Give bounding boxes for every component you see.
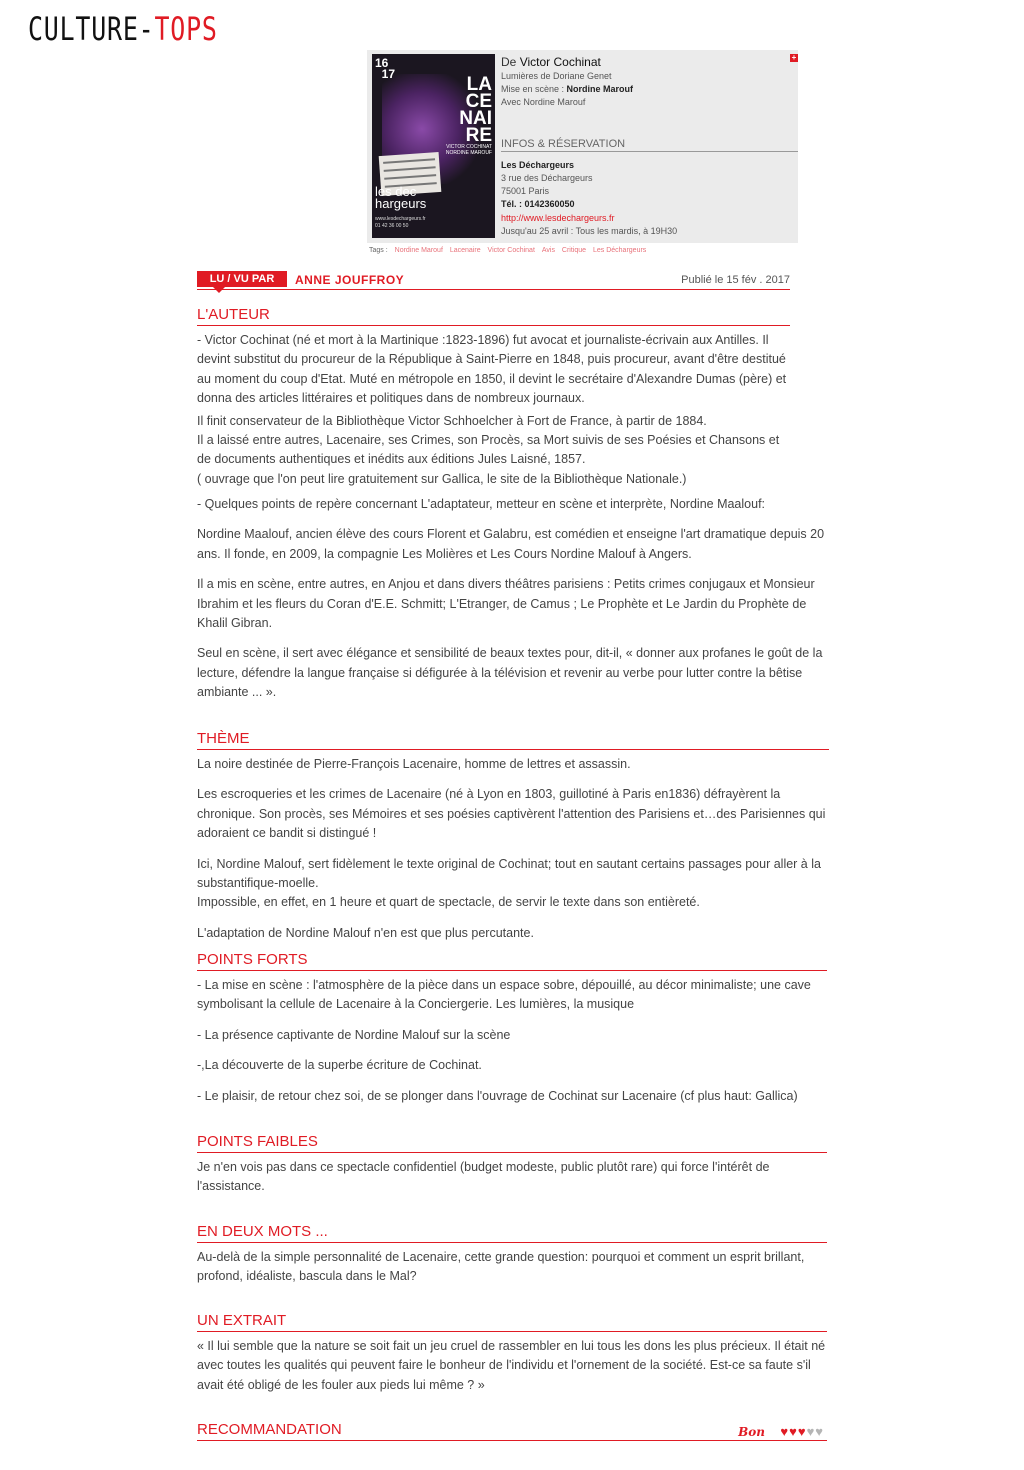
tag-link[interactable]: Critique bbox=[561, 247, 587, 254]
section-un-extrait bbox=[197, 1312, 827, 1395]
paragraph: La noire destinée de Pierre-François Lacenaire, homme de lettres et assassin. bbox=[197, 757, 631, 771]
paragraph: - La présence captivante de Nordine Malouf sur la scène bbox=[197, 1027, 511, 1042]
show-schedule: Jusqu'au 25 avril : Tous les mardis, à 19H30 bbox=[501, 226, 678, 236]
lights-line: Lumières de Doriane Genet bbox=[501, 71, 612, 81]
tag-link[interactable]: Lacenaire bbox=[449, 247, 481, 254]
paragraph: - Quelques points de repère concernant L'adaptateur, metteur en scène et interprète, Nordine Maalouf: bbox=[197, 497, 766, 511]
section-auteur bbox=[197, 306, 790, 489]
venue-name: Les Déchargeurs bbox=[501, 160, 575, 170]
rating-label: Bon bbox=[738, 1425, 765, 1439]
tag-link[interactable]: Nordine Marouf bbox=[394, 247, 443, 254]
staging-line: Mise en scène : Nordine Marouf bbox=[501, 84, 634, 94]
venue-website-link[interactable]: http://www.lesdechargeurs.fr bbox=[501, 213, 615, 223]
paragraph: Nordine Maalouf, ancien élève des cours Florent et Galabru, est comédien et enseigne l'art dramatique depuis 20 ans. Il fonde, en 2009, la compagnie Les Molières et Les Cours Nordine Malouf à Angers. bbox=[197, 527, 825, 561]
paragraph: ( ouvrage que l'on peut lire gratuitement sur Gallica, le site de la Bibliothèque Nationale.) bbox=[197, 471, 687, 486]
section-heading: UN EXTRAIT bbox=[197, 1312, 827, 1332]
poster-names: VICTOR COCHINAT NORDINE MAROUF bbox=[445, 144, 492, 156]
heart-empty-icon: ♥ bbox=[815, 1424, 823, 1439]
byline bbox=[197, 271, 790, 290]
paragraph: Je n'en vois pas dans ce spectacle confidentiel (budget modeste, public plutôt rare) qui force l'intérêt de l'assistance. bbox=[197, 1160, 770, 1194]
hearts-rating bbox=[779, 1423, 823, 1440]
poster-brand: les dec hargeurs bbox=[375, 184, 427, 211]
venue-city: 75001 Paris bbox=[501, 186, 550, 196]
show-poster-image[interactable] bbox=[372, 54, 495, 238]
section-heading: THÈME bbox=[197, 730, 829, 750]
tag-link[interactable]: Avis bbox=[541, 247, 555, 254]
infos-reservation-heading: INFOS & RÉSERVATION bbox=[501, 138, 798, 152]
poster-title: LA CE NAI RE bbox=[459, 74, 492, 146]
section-heading: POINTS FORTS bbox=[197, 951, 827, 971]
paragraph: Les escroqueries et les crimes de Lacenaire (né à Lyon en 1803, guillotiné à Paris en1836) défrayèrent la chronique. Son procès, ses Mémoires et ses poésies captivèrent l'attention des Parisiens et…des Parisiennes qui adoraient ce bandit si distingué ! bbox=[197, 787, 826, 841]
poster-date: 16 17 bbox=[375, 56, 396, 81]
heart-filled-icon: ♥ bbox=[780, 1424, 789, 1439]
venue-street: 3 rue des Déchargeurs bbox=[501, 173, 593, 183]
poster-url: www.lesdechargeurs.fr 01 42 36 00 50 bbox=[375, 216, 426, 229]
publish-date: Publié le 15 fév . 2017 bbox=[681, 274, 790, 286]
site-logo[interactable]: CULTURE-TOPS bbox=[28, 10, 218, 48]
paragraph: Il a laissé entre autres, Lacenaire, ses Crimes, son Procès, sa Mort suivis de ses Poésies et Chansons et de documents authentiques et inédits aux éditions Jules Laisné, 1857. bbox=[197, 433, 780, 467]
section-heading: RECOMMANDATION bbox=[197, 1421, 342, 1438]
heart-filled-icon: ♥ bbox=[797, 1424, 806, 1439]
tag-link[interactable]: Les Déchargeurs bbox=[592, 247, 647, 254]
paragraph: -,La découverte de la superbe écriture de Cochinat. bbox=[197, 1058, 482, 1073]
paragraph: - La mise en scène : l'atmosphère de la pièce dans un espace sobre, dépouillé, au décor minimaliste; une cave symbolisant la cellule de Lacenaire à la Conciergerie. Les lumières, la musique bbox=[197, 978, 811, 1012]
paragraph: Ici, Nordine Malouf, sert fidèlement le texte original de Cochinat; tout en sautant certains passages pour aller à la substantifique-moelle. bbox=[197, 856, 821, 891]
director-name: Nordine Marouf bbox=[566, 84, 634, 94]
paragraph: Il a mis en scène, entre autres, en Anjou et dans divers théâtres parisiens : Petits crimes conjugaux et Monsieur Ibrahim et les fleurs du Coran d'E.E. Schmitt; L'Etranger, de Camus ; Le Prophète et Le Jardin du Prophète de Khalil Gibran. bbox=[197, 577, 815, 631]
reviewed-by-badge: LU / VU PAR bbox=[197, 271, 287, 287]
author-line: De Victor Cochinat bbox=[501, 55, 601, 69]
section-points-faibles bbox=[197, 1133, 827, 1197]
tag-link[interactable]: Victor Cochinat bbox=[487, 247, 535, 254]
paragraph: Impossible, en effet, en 1 heure et quart de spectacle, de servir le texte dans son entièreté. bbox=[197, 895, 700, 910]
section-theme bbox=[197, 730, 829, 943]
tags-row: Tags : Nordine Marouf Lacenaire Victor Cochinat Avis Critique Les Déchargeurs bbox=[369, 247, 647, 254]
author-name: Victor Cochinat bbox=[519, 55, 601, 69]
rating bbox=[738, 1423, 823, 1441]
paragraph: « Il lui semble que la nature se soit fait un jeu cruel de rassembler en lui tous les dons les plus précieux. Il était né avec toutes les qualités qui peuvent faire le bonheur de l'individu et l'ornement de la société. Est-ce sa faute s'il avait été obligé de les fouler aux pieds lui même ? » bbox=[197, 1339, 826, 1392]
section-points-forts bbox=[197, 951, 827, 1106]
cast-line: Avec Nordine Marouf bbox=[501, 97, 586, 107]
heart-empty-icon: ♥ bbox=[806, 1424, 815, 1439]
section-heading: EN DEUX MOTS ... bbox=[197, 1223, 827, 1243]
section-heading: POINTS FAIBLES bbox=[197, 1133, 827, 1153]
section-en-deux-mots bbox=[197, 1223, 827, 1287]
paragraph: L'adaptation de Nordine Malouf n'en est que plus percutante. bbox=[197, 925, 534, 940]
paragraph: Au-delà de la simple personnalité de Lacenaire, cette grande question: pourquoi et comment un esprit brillant, profond, idéaliste, bascula dans le Mal? bbox=[197, 1250, 805, 1284]
expand-plus-icon[interactable]: + bbox=[791, 53, 797, 62]
paragraph: Seul en scène, il sert avec élégance et sensibilité de beaux textes pour, dit-il, « donner aux profanes le goût de la lecture, défendre la langue française si défigurée à la télévision et revenir au verbe pour lutter contre la bêtise ambiante ... ». bbox=[197, 646, 823, 700]
section-auteur-cont bbox=[197, 495, 827, 703]
paragraph: Il finit conservateur de la Bibliothèque Victor Schhoelcher à Fort de France, à partir de 1884. bbox=[197, 413, 707, 428]
heart-filled-icon: ♥ bbox=[789, 1424, 797, 1439]
section-heading: L'AUTEUR bbox=[197, 306, 790, 326]
section-recommandation bbox=[197, 1420, 827, 1441]
show-info-box bbox=[367, 50, 798, 243]
paragraph: - Le plaisir, de retour chez soi, de se plonger dans l'ouvrage de Cochinat sur Lacenaire (cf plus haut: Gallica) bbox=[197, 1088, 798, 1103]
reviewer-name[interactable]: ANNE JOUFFROY bbox=[295, 273, 405, 287]
paragraph: - Victor Cochinat (né et mort à la Martinique :1823-1896) fut avocat et journaliste-écrivain aux Antilles. Il devint substitut du procureur de la République à Saint-Pierre en 1848, puis procureur, avant d'être destitué au moment du coup d'Etat. Muté en métropole en 1850, il devint le secrétaire d'Alexandre Dumas (père) et donna des articles littéraires et politiques dans de nombreux journaux. bbox=[197, 333, 787, 406]
venue-phone: Tél. : 0142360050 bbox=[501, 199, 575, 209]
